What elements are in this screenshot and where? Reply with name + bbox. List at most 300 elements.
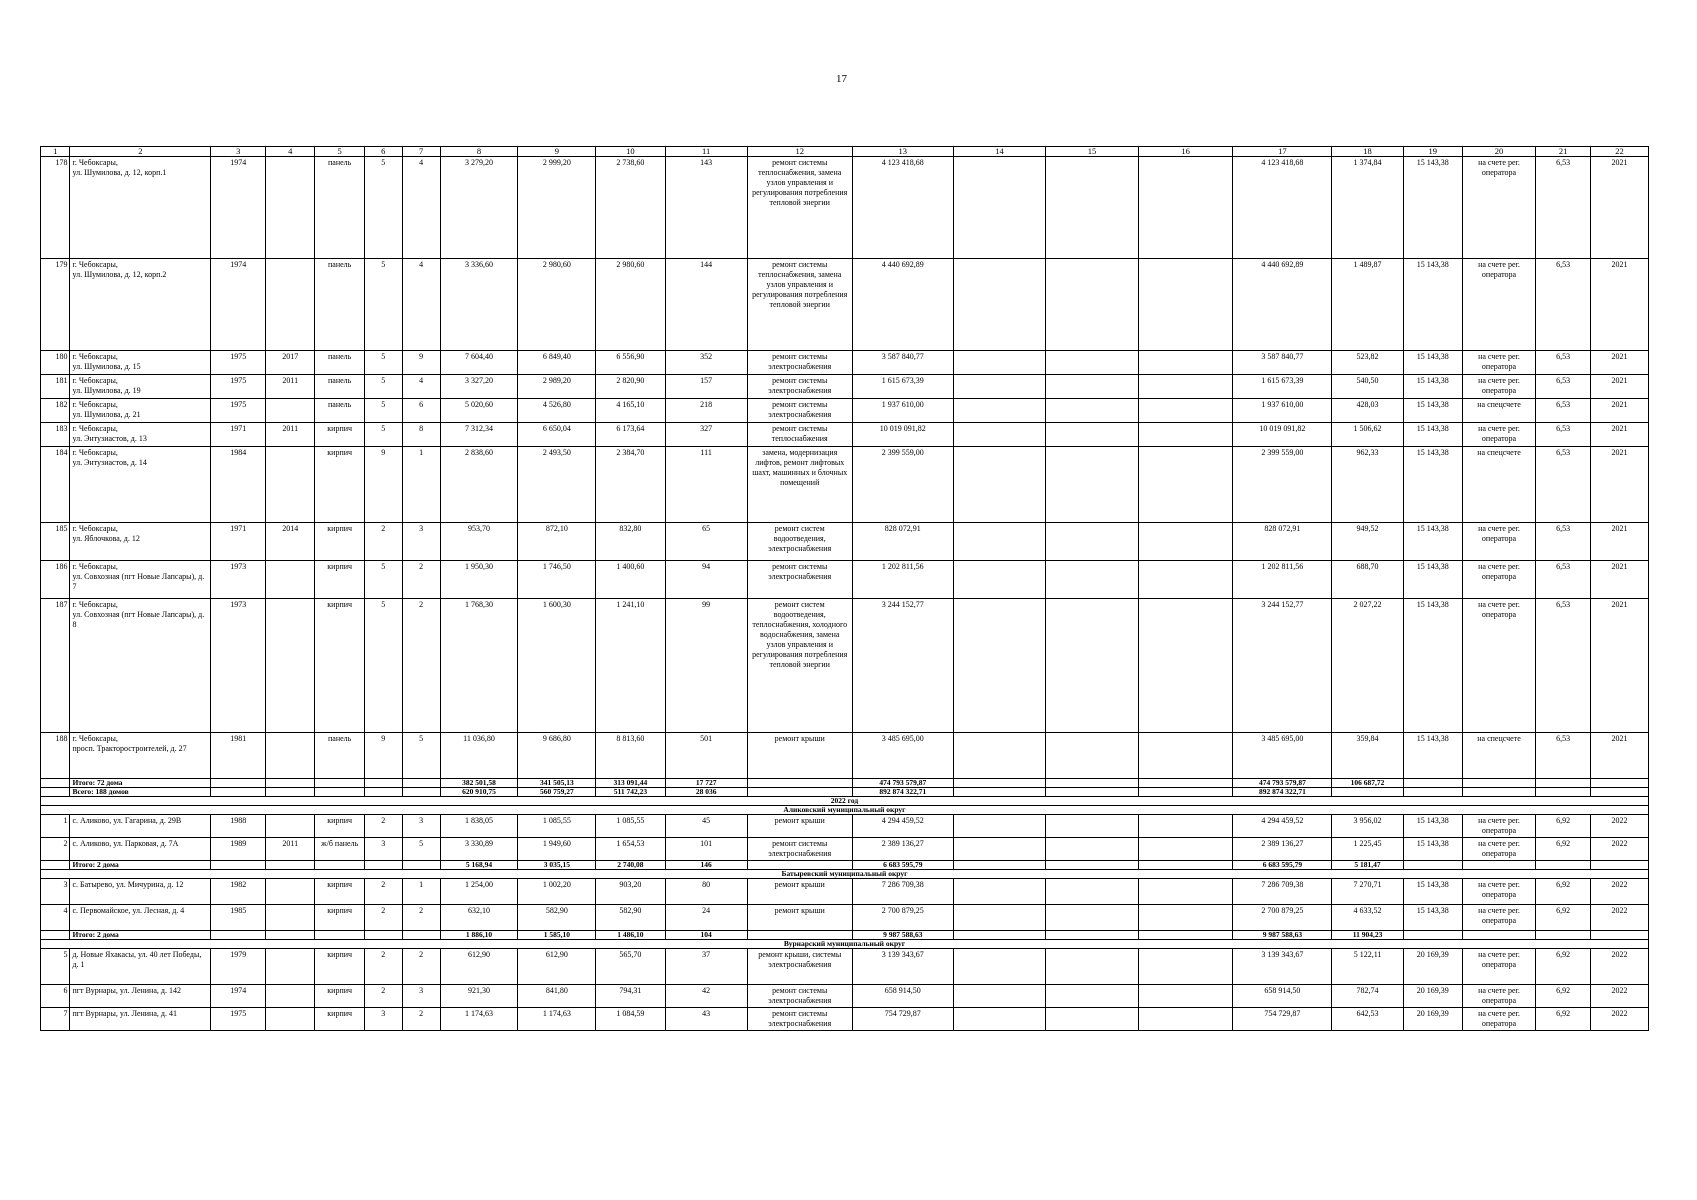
table-cell-col-16 xyxy=(1138,351,1233,375)
table-cell-col-9: 1 600,30 xyxy=(518,599,596,733)
table-cell-col-21 xyxy=(1536,861,1591,870)
table-cell-col-15 xyxy=(1046,351,1139,375)
column-number: 16 xyxy=(1138,147,1233,157)
table-cell-col-8: 5 020,60 xyxy=(440,399,518,423)
table-cell-col-19: 15 143,38 xyxy=(1403,561,1462,599)
table-cell-col-2: г. Чебоксары, просп. Тракторостроителей, д. 27 xyxy=(70,733,211,779)
table-cell-col-4 xyxy=(266,447,315,523)
table-cell-col-14 xyxy=(953,157,1046,259)
table-cell-col-4 xyxy=(266,779,315,788)
table-cell-col-22: 2021 xyxy=(1590,423,1648,447)
table-cell-col-20: на счете рег. оператора xyxy=(1462,879,1536,905)
table-cell-col-9: 1 585,10 xyxy=(518,931,596,940)
table-cell-col-12: ремонт системы электроснабжения xyxy=(747,1008,852,1031)
table-cell-col-21: 6,53 xyxy=(1536,351,1591,375)
table-cell-col-4 xyxy=(266,599,315,733)
table-cell-col-3: 1975 xyxy=(211,375,266,399)
table-cell-col-16 xyxy=(1138,259,1233,351)
table-cell-col-15 xyxy=(1046,523,1139,561)
table-cell-col-6: 2 xyxy=(364,815,402,838)
table-cell-col-10: 6 556,90 xyxy=(596,351,665,375)
table-cell-col-9: 1 949,60 xyxy=(518,838,596,861)
table-cell-col-19 xyxy=(1403,779,1462,788)
table-cell-col-21: 6,53 xyxy=(1536,423,1591,447)
table-cell-col-13: 9 987 588,63 xyxy=(852,931,953,940)
table-cell-col-4: 2011 xyxy=(266,375,315,399)
table-cell-col-13: 4 123 418,68 xyxy=(852,157,953,259)
table-cell-col-15 xyxy=(1046,838,1139,861)
table-cell-col-18: 962,33 xyxy=(1332,447,1404,523)
table-cell-col-11: 501 xyxy=(665,733,747,779)
table-cell-col-5: кирпич xyxy=(315,949,364,985)
table-cell-col-19: 20 169,39 xyxy=(1403,1008,1462,1031)
table-cell-col-14 xyxy=(953,815,1046,838)
table-cell-col-4 xyxy=(266,815,315,838)
table-cell-col-21 xyxy=(1536,931,1591,940)
table-cell-col-14 xyxy=(953,949,1046,985)
table-cell-col-20: на счете рег. оператора xyxy=(1462,259,1536,351)
table-cell-col-2: г. Чебоксары, ул. Совхозная (пгт Новые Лапсары), д. 7 xyxy=(70,561,211,599)
table-row xyxy=(41,1008,1649,1031)
table-cell-col-19: 15 143,38 xyxy=(1403,905,1462,931)
table-cell-col-22: 2022 xyxy=(1590,905,1648,931)
table-cell-col-12: ремонт крыши xyxy=(747,815,852,838)
table-cell-col-5: кирпич xyxy=(315,447,364,523)
table-cell-col-5: панель xyxy=(315,351,364,375)
table-cell-col-9: 6 650,04 xyxy=(518,423,596,447)
table-cell-col-18: 1 374,84 xyxy=(1332,157,1404,259)
section-title: Вурнарский муниципальный округ xyxy=(41,940,1649,949)
table-cell-col-13: 474 793 579,87 xyxy=(852,779,953,788)
table-cell-col-13: 892 874 322,71 xyxy=(852,788,953,797)
section-title: Батыревский муниципальный округ xyxy=(41,870,1649,879)
table-cell-col-14 xyxy=(953,838,1046,861)
section-title: Аликовский муниципальный округ xyxy=(41,806,1649,815)
table-cell-col-19 xyxy=(1403,788,1462,797)
table-cell-col-2: Итого: 72 дома xyxy=(70,779,211,788)
table-cell-col-22: 2022 xyxy=(1590,815,1648,838)
table-cell-col-7: 4 xyxy=(402,157,440,259)
table-cell-col-10: 2 740,08 xyxy=(596,861,665,870)
table-cell-col-6: 5 xyxy=(364,157,402,259)
table-cell-col-14 xyxy=(953,351,1046,375)
table-cell-col-17: 892 874 322,71 xyxy=(1233,788,1332,797)
table-cell-col-18: 688,70 xyxy=(1332,561,1404,599)
table-cell-col-3: 1984 xyxy=(211,447,266,523)
table-cell-col-17: 474 793 579,87 xyxy=(1233,779,1332,788)
table-cell-col-1: 184 xyxy=(41,447,70,523)
table-cell-col-5: панель xyxy=(315,375,364,399)
table-cell-col-4 xyxy=(266,949,315,985)
table-cell-col-5: панель xyxy=(315,399,364,423)
table-cell-col-17: 4 440 692,89 xyxy=(1233,259,1332,351)
table-cell-col-9: 2 989,20 xyxy=(518,375,596,399)
table-cell-col-10: 794,31 xyxy=(596,985,665,1008)
column-number: 3 xyxy=(211,147,266,157)
table-cell-col-4 xyxy=(266,733,315,779)
table-cell-col-3: 1979 xyxy=(211,949,266,985)
table-cell-col-20: на счете рег. оператора xyxy=(1462,375,1536,399)
table-cell-col-8: 11 036,80 xyxy=(440,733,518,779)
table-cell-col-10: 1 654,53 xyxy=(596,838,665,861)
table-cell-col-6: 2 xyxy=(364,879,402,905)
table-cell-col-17: 828 072,91 xyxy=(1233,523,1332,561)
table-row xyxy=(41,447,1649,523)
column-number: 6 xyxy=(364,147,402,157)
table-cell-col-20: на спецсчете xyxy=(1462,399,1536,423)
column-number: 9 xyxy=(518,147,596,157)
table-cell-col-13: 2 700 879,25 xyxy=(852,905,953,931)
table-cell-col-5: панель xyxy=(315,259,364,351)
table-cell-col-16 xyxy=(1138,985,1233,1008)
column-number: 8 xyxy=(440,147,518,157)
table-cell-col-21: 6,53 xyxy=(1536,599,1591,733)
table-cell-col-5: кирпич xyxy=(315,599,364,733)
table-cell-col-10: 511 742,23 xyxy=(596,788,665,797)
table-cell-col-3: 1982 xyxy=(211,879,266,905)
table-cell-col-8: 632,10 xyxy=(440,905,518,931)
table-cell-col-18: 5 181,47 xyxy=(1332,861,1404,870)
table-cell-col-2: с. Батырево, ул. Мичурина, д. 12 xyxy=(70,879,211,905)
table-cell-col-2: д. Новые Яхакасы, ул. 40 лет Победы, д. 1 xyxy=(70,949,211,985)
table-cell-col-14 xyxy=(953,447,1046,523)
table-cell-col-4 xyxy=(266,399,315,423)
table-cell-col-8: 1 174,63 xyxy=(440,1008,518,1031)
table-cell-col-6: 2 xyxy=(364,985,402,1008)
table-cell-col-10: 1 084,59 xyxy=(596,1008,665,1031)
table-cell-col-3: 1975 xyxy=(211,399,266,423)
table-cell-col-6: 5 xyxy=(364,351,402,375)
table-cell-col-8: 3 279,20 xyxy=(440,157,518,259)
table-cell-col-8: 1 838,05 xyxy=(440,815,518,838)
table-cell-col-13: 7 286 709,38 xyxy=(852,879,953,905)
table-cell-col-19: 15 143,38 xyxy=(1403,399,1462,423)
table-cell-col-2: г. Чебоксары, ул. Шумилова, д. 12, корп.1 xyxy=(70,157,211,259)
table-cell-col-20: на счете рег. оператора xyxy=(1462,949,1536,985)
table-cell-col-20: на счете рег. оператора xyxy=(1462,423,1536,447)
table-cell-col-7: 2 xyxy=(402,599,440,733)
table-cell-col-3: 1973 xyxy=(211,599,266,733)
table-cell-col-17: 754 729,87 xyxy=(1233,1008,1332,1031)
table-cell-col-2: с. Аликово, ул. Гагарина, д. 29В xyxy=(70,815,211,838)
table-cell-col-8: 7 604,40 xyxy=(440,351,518,375)
table-cell-col-14 xyxy=(953,931,1046,940)
table-cell-col-2: с. Первомайское, ул. Лесная, д. 4 xyxy=(70,905,211,931)
table-cell-col-18: 106 687,72 xyxy=(1332,779,1404,788)
table-cell-col-6 xyxy=(364,779,402,788)
table-cell-col-2: Итого: 2 дома xyxy=(70,861,211,870)
table-cell-col-11: 37 xyxy=(665,949,747,985)
section-header-row xyxy=(41,870,1649,879)
table-cell-col-12: ремонт крыши, системы электроснабжения xyxy=(747,949,852,985)
table-cell-col-22: 2021 xyxy=(1590,599,1648,733)
table-cell-col-13: 1 202 811,56 xyxy=(852,561,953,599)
table-cell-col-14 xyxy=(953,599,1046,733)
table-cell-col-22: 2022 xyxy=(1590,879,1648,905)
table-cell-col-20: на счете рег. оператора xyxy=(1462,985,1536,1008)
table-cell-col-2: г. Чебоксары, ул. Шумилова, д. 19 xyxy=(70,375,211,399)
table-cell-col-17: 2 399 559,00 xyxy=(1233,447,1332,523)
table-cell-col-4 xyxy=(266,1008,315,1031)
table-cell-col-3: 1974 xyxy=(211,259,266,351)
table-cell-col-17: 658 914,50 xyxy=(1233,985,1332,1008)
table-cell-col-17: 4 123 418,68 xyxy=(1233,157,1332,259)
table-cell-col-3: 1973 xyxy=(211,561,266,599)
table-cell-col-11: 42 xyxy=(665,985,747,1008)
total-row xyxy=(41,931,1649,940)
table-cell-col-6: 3 xyxy=(364,838,402,861)
table-cell-col-20: на спецсчете xyxy=(1462,733,1536,779)
table-cell-col-13: 4 294 459,52 xyxy=(852,815,953,838)
table-cell-col-15 xyxy=(1046,788,1139,797)
table-cell-col-16 xyxy=(1138,561,1233,599)
table-cell-col-20: на счете рег. оператора xyxy=(1462,815,1536,838)
table-cell-col-22: 2021 xyxy=(1590,259,1648,351)
capital-repair-register-table xyxy=(40,146,1649,1031)
table-cell-col-12: ремонт крыши xyxy=(747,905,852,931)
table-cell-col-16 xyxy=(1138,447,1233,523)
table-row xyxy=(41,375,1649,399)
section-title: 2022 год xyxy=(41,797,1649,806)
table-cell-col-22: 2022 xyxy=(1590,949,1648,985)
table-cell-col-14 xyxy=(953,423,1046,447)
table-cell-col-6: 2 xyxy=(364,523,402,561)
table-cell-col-22: 2022 xyxy=(1590,838,1648,861)
table-cell-col-20: на счете рег. оператора xyxy=(1462,157,1536,259)
table-cell-col-11: 157 xyxy=(665,375,747,399)
table-cell-col-3: 1974 xyxy=(211,985,266,1008)
table-cell-col-1: 5 xyxy=(41,949,70,985)
table-cell-col-19: 20 169,39 xyxy=(1403,985,1462,1008)
table-cell-col-1: 188 xyxy=(41,733,70,779)
table-cell-col-13: 3 587 840,77 xyxy=(852,351,953,375)
table-cell-col-20: на счете рег. оператора xyxy=(1462,351,1536,375)
table-cell-col-15 xyxy=(1046,599,1139,733)
table-cell-col-5 xyxy=(315,861,364,870)
table-cell-col-8: 1 886,10 xyxy=(440,931,518,940)
table-cell-col-2: г. Чебоксары, ул. Энтузиастов, д. 14 xyxy=(70,447,211,523)
table-cell-col-6: 5 xyxy=(364,423,402,447)
table-cell-col-21: 6,53 xyxy=(1536,523,1591,561)
table-cell-col-9: 872,10 xyxy=(518,523,596,561)
table-cell-col-20: на счете рег. оператора xyxy=(1462,1008,1536,1031)
table-cell-col-14 xyxy=(953,375,1046,399)
table-cell-col-14 xyxy=(953,861,1046,870)
table-cell-col-8: 1 950,30 xyxy=(440,561,518,599)
table-cell-col-9: 1 085,55 xyxy=(518,815,596,838)
table-cell-col-18: 3 956,02 xyxy=(1332,815,1404,838)
table-cell-col-13: 754 729,87 xyxy=(852,1008,953,1031)
table-cell-col-16 xyxy=(1138,838,1233,861)
table-cell-col-10: 6 173,64 xyxy=(596,423,665,447)
table-cell-col-16 xyxy=(1138,423,1233,447)
table-cell-col-5: кирпич xyxy=(315,879,364,905)
table-cell-col-5: кирпич xyxy=(315,423,364,447)
table-cell-col-18: 949,52 xyxy=(1332,523,1404,561)
table-cell-col-10: 2 384,70 xyxy=(596,447,665,523)
table-cell-col-10: 1 486,10 xyxy=(596,931,665,940)
table-cell-col-15 xyxy=(1046,779,1139,788)
table-cell-col-12: ремонт системы электроснабжения xyxy=(747,351,852,375)
table-cell-col-10: 1 085,55 xyxy=(596,815,665,838)
table-cell-col-6 xyxy=(364,931,402,940)
table-cell-col-17: 1 202 811,56 xyxy=(1233,561,1332,599)
table-cell-col-22: 2022 xyxy=(1590,1008,1648,1031)
table-cell-col-13: 828 072,91 xyxy=(852,523,953,561)
table-cell-col-4 xyxy=(266,931,315,940)
table-cell-col-21: 6,92 xyxy=(1536,985,1591,1008)
table-cell-col-10: 313 091,44 xyxy=(596,779,665,788)
table-cell-col-14 xyxy=(953,905,1046,931)
table-cell-col-21: 6,92 xyxy=(1536,815,1591,838)
table-cell-col-4: 2011 xyxy=(266,423,315,447)
table-cell-col-1 xyxy=(41,861,70,870)
table-cell-col-17: 1 937 610,00 xyxy=(1233,399,1332,423)
table-cell-col-19: 15 143,38 xyxy=(1403,599,1462,733)
table-cell-col-11: 111 xyxy=(665,447,747,523)
table-cell-col-9: 1 746,50 xyxy=(518,561,596,599)
table-cell-col-6: 5 xyxy=(364,561,402,599)
table-cell-col-10: 2 980,60 xyxy=(596,259,665,351)
table-cell-col-13: 10 019 091,82 xyxy=(852,423,953,447)
table-cell-col-11: 104 xyxy=(665,931,747,940)
table-cell-col-3: 1981 xyxy=(211,733,266,779)
table-cell-col-14 xyxy=(953,788,1046,797)
table-cell-col-21: 6,53 xyxy=(1536,399,1591,423)
table-cell-col-15 xyxy=(1046,1008,1139,1031)
table-cell-col-7 xyxy=(402,779,440,788)
table-cell-col-19: 15 143,38 xyxy=(1403,423,1462,447)
table-cell-col-9: 3 035,15 xyxy=(518,861,596,870)
table-cell-col-12: ремонт систем водоотведения, теплоснабжения, холодного водоснабжения, замена узлов управления и регулирования потребления тепловой энергии xyxy=(747,599,852,733)
table-cell-col-9: 1 174,63 xyxy=(518,1008,596,1031)
table-cell-col-5: ж/б панель xyxy=(315,838,364,861)
table-row xyxy=(41,905,1649,931)
column-number: 12 xyxy=(747,147,852,157)
table-cell-col-9: 341 505,13 xyxy=(518,779,596,788)
table-cell-col-8: 612,90 xyxy=(440,949,518,985)
table-row xyxy=(41,423,1649,447)
table-cell-col-11: 43 xyxy=(665,1008,747,1031)
table-cell-col-6: 9 xyxy=(364,447,402,523)
table-cell-col-16 xyxy=(1138,157,1233,259)
table-cell-col-13: 3 485 695,00 xyxy=(852,733,953,779)
table-cell-col-14 xyxy=(953,561,1046,599)
table-cell-col-6: 5 xyxy=(364,599,402,733)
table-cell-col-22: 2021 xyxy=(1590,399,1648,423)
table-cell-col-21: 6,53 xyxy=(1536,259,1591,351)
table-cell-col-7: 4 xyxy=(402,259,440,351)
table-cell-col-8: 1 768,30 xyxy=(440,599,518,733)
table-cell-col-11: 94 xyxy=(665,561,747,599)
column-number: 19 xyxy=(1403,147,1462,157)
table-cell-col-1: 179 xyxy=(41,259,70,351)
table-cell-col-2: г. Чебоксары, ул. Шумилова, д. 15 xyxy=(70,351,211,375)
table-cell-col-16 xyxy=(1138,931,1233,940)
table-cell-col-1 xyxy=(41,788,70,797)
table-row xyxy=(41,838,1649,861)
table-cell-col-18: 523,82 xyxy=(1332,351,1404,375)
total-row xyxy=(41,861,1649,870)
table-cell-col-16 xyxy=(1138,399,1233,423)
table-cell-col-14 xyxy=(953,399,1046,423)
table-cell-col-15 xyxy=(1046,815,1139,838)
table-cell-col-13: 1 615 673,39 xyxy=(852,375,953,399)
table-cell-col-12 xyxy=(747,931,852,940)
table-cell-col-13: 2 389 136,27 xyxy=(852,838,953,861)
table-cell-col-16 xyxy=(1138,375,1233,399)
table-cell-col-19: 15 143,38 xyxy=(1403,447,1462,523)
table-cell-col-17: 3 587 840,77 xyxy=(1233,351,1332,375)
table-body xyxy=(41,147,1649,1031)
section-header-row xyxy=(41,806,1649,815)
table-cell-col-12 xyxy=(747,788,852,797)
table-cell-col-16 xyxy=(1138,949,1233,985)
table-cell-col-20 xyxy=(1462,931,1536,940)
table-cell-col-19 xyxy=(1403,931,1462,940)
table-cell-col-22 xyxy=(1590,861,1648,870)
table-cell-col-2: пгт Вурнары, ул. Ленина, д. 41 xyxy=(70,1008,211,1031)
table-cell-col-21 xyxy=(1536,788,1591,797)
table-cell-col-7: 1 xyxy=(402,879,440,905)
table-cell-col-10: 2 820,90 xyxy=(596,375,665,399)
column-number: 4 xyxy=(266,147,315,157)
table-cell-col-4: 2011 xyxy=(266,838,315,861)
table-cell-col-1: 6 xyxy=(41,985,70,1008)
table-cell-col-22: 2021 xyxy=(1590,447,1648,523)
table-cell-col-7: 5 xyxy=(402,733,440,779)
table-cell-col-18: 7 270,71 xyxy=(1332,879,1404,905)
table-cell-col-21: 6,92 xyxy=(1536,838,1591,861)
table-cell-col-9: 2 493,50 xyxy=(518,447,596,523)
table-cell-col-22: 2021 xyxy=(1590,351,1648,375)
column-number: 5 xyxy=(315,147,364,157)
table-cell-col-7: 2 xyxy=(402,561,440,599)
table-row xyxy=(41,399,1649,423)
table-cell-col-17: 10 019 091,82 xyxy=(1233,423,1332,447)
table-cell-col-7: 3 xyxy=(402,815,440,838)
table-cell-col-15 xyxy=(1046,733,1139,779)
table-cell-col-12: замена, модернизация лифтов, ремонт лифтовых шахт, машинных и блочных помещений xyxy=(747,447,852,523)
column-number-row xyxy=(41,147,1649,157)
table-cell-col-2: с. Аликово, ул. Парковая, д. 7А xyxy=(70,838,211,861)
table-cell-col-21: 6,53 xyxy=(1536,375,1591,399)
table-cell-col-1: 181 xyxy=(41,375,70,399)
table-cell-col-1 xyxy=(41,779,70,788)
table-cell-col-12: ремонт крыши xyxy=(747,879,852,905)
table-cell-col-8: 2 838,60 xyxy=(440,447,518,523)
table-cell-col-13: 3 244 152,77 xyxy=(852,599,953,733)
table-cell-col-7 xyxy=(402,861,440,870)
table-cell-col-19: 15 143,38 xyxy=(1403,733,1462,779)
column-number: 10 xyxy=(596,147,665,157)
column-number: 13 xyxy=(852,147,953,157)
table-cell-col-8: 382 501,58 xyxy=(440,779,518,788)
table-cell-col-10: 8 813,60 xyxy=(596,733,665,779)
table-cell-col-21: 6,92 xyxy=(1536,949,1591,985)
table-cell-col-13: 2 399 559,00 xyxy=(852,447,953,523)
table-cell-col-21: 6,92 xyxy=(1536,1008,1591,1031)
table-cell-col-3 xyxy=(211,788,266,797)
table-cell-col-17: 7 286 709,38 xyxy=(1233,879,1332,905)
table-cell-col-4 xyxy=(266,905,315,931)
table-cell-col-3: 1975 xyxy=(211,1008,266,1031)
table-cell-col-15 xyxy=(1046,905,1139,931)
table-cell-col-1: 183 xyxy=(41,423,70,447)
table-cell-col-9: 2 999,20 xyxy=(518,157,596,259)
table-row xyxy=(41,561,1649,599)
table-cell-col-20: на спецсчете xyxy=(1462,447,1536,523)
